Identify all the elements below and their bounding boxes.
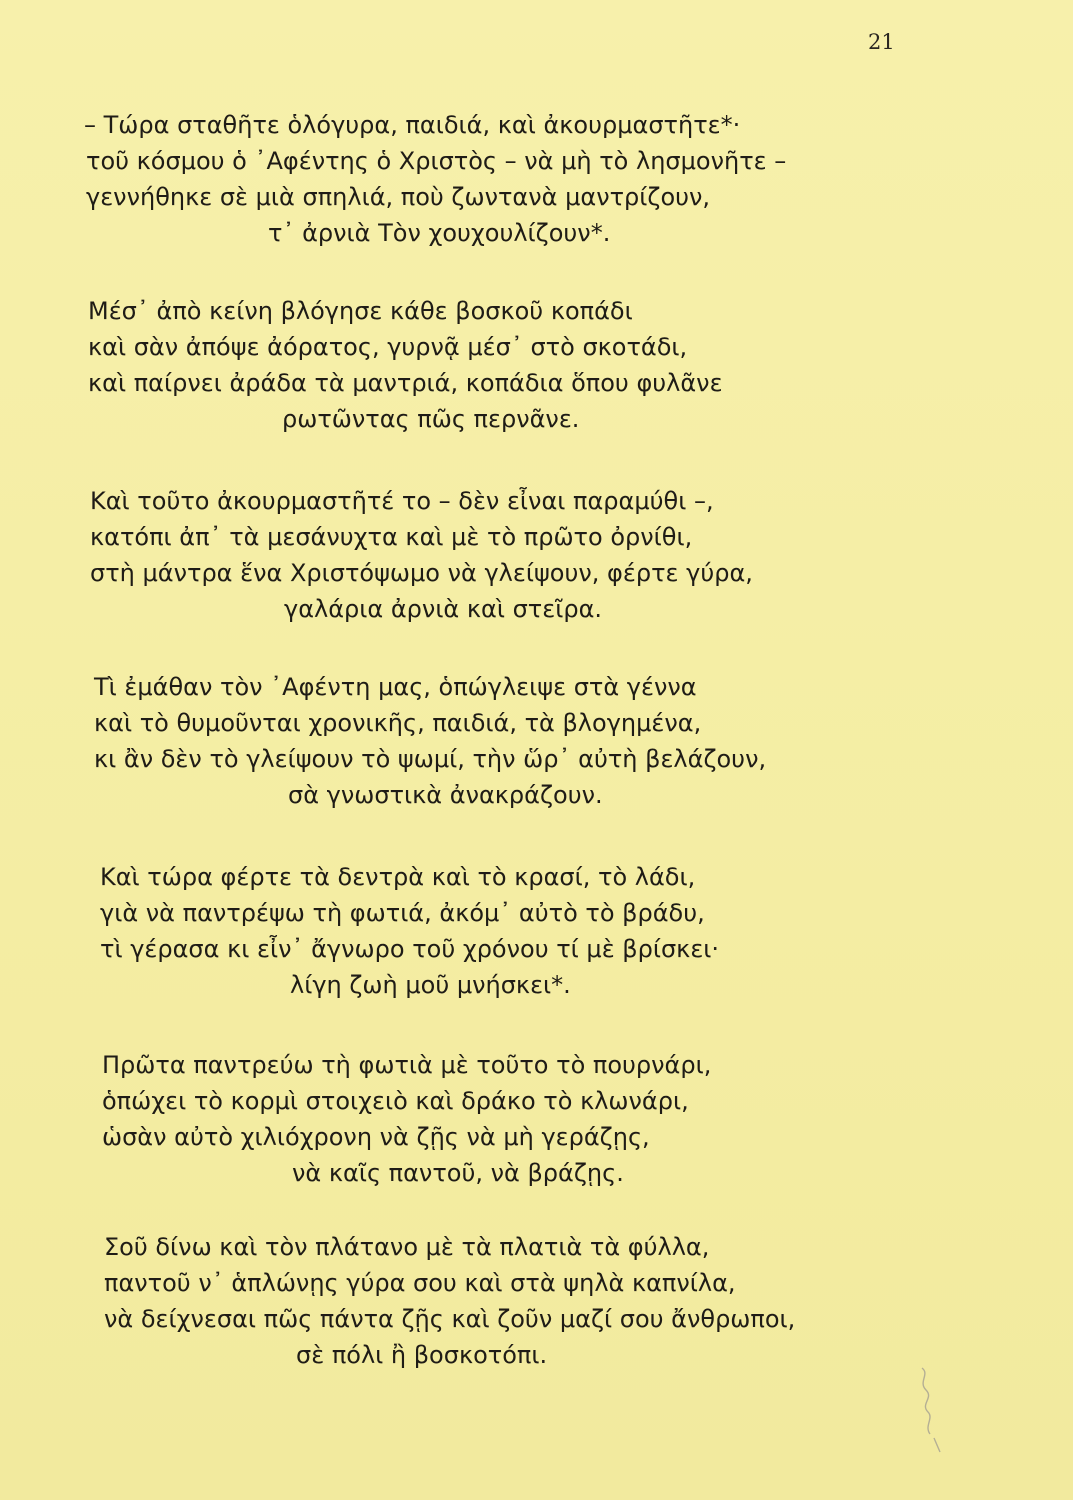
verse-line: Μέσ᾿ ἀπὸ κείνη βλόγησε κάθε βοσκοῦ κοπάδι: [88, 297, 633, 325]
verse-line: λίγη ζωὴ μοῦ μνήσκει*.: [290, 971, 571, 999]
verse-line: τὶ γέρασα κι εἶν᾿ ἄγνωρο τοῦ χρόνου τί μὲ βρίσκει·: [100, 935, 720, 963]
verse-line: Καὶ τώρα φέρτε τὰ δεντρὰ καὶ τὸ κρασί, τὸ λάδι,: [100, 863, 696, 891]
verse-line: Τὶ ἐμάθαν τὸν ᾿Αφέντη μας, ὁπώγλειψε στὰ γέννα: [94, 673, 697, 701]
verse-line: σὰ γνωστικὰ ἀνακράζουν.: [288, 781, 603, 809]
verse-line: κι ἂν δὲν τὸ γλείψουν τὸ ψωμί, τὴν ὥρ᾿ αὐτὴ βελάζουν,: [94, 745, 767, 773]
verse-line: καὶ σὰν ἀπόψε ἀόρατος, γυρνᾷ μέσ᾿ στὸ σκοτάδι,: [88, 333, 688, 361]
verse-line: ὡσὰν αὐτὸ χιλιόχρονη νὰ ζῇς νὰ μὴ γεράζῃς,: [102, 1123, 650, 1151]
verse-line: γαλάρια ἀρνιὰ καὶ στεῖρα.: [284, 595, 603, 623]
verse-line: καὶ παίρνει ἀράδα τὰ μαντριά, κοπάδια ὅπου φυλᾶνε: [88, 369, 723, 397]
verse-line: νὰ δείχνεσαι πῶς πάντα ζῇς καὶ ζοῦν μαζί σου ἄνθρωποι,: [104, 1305, 796, 1333]
verse-line: ρωτῶντας πῶς περνᾶνε.: [282, 405, 580, 433]
verse-line: τοῦ κόσμου ὁ ᾿Αφέντης ὁ Χριστὸς – νὰ μὴ τὸ λησμονῆτε –: [86, 147, 787, 175]
verse-line: στὴ μάντρα ἕνα Χριστόψωμο νὰ γλείψουν, φέρτε γύρα,: [90, 559, 753, 587]
verse-line: νὰ καῖς παντοῦ, νὰ βράζῃς.: [292, 1159, 624, 1187]
verse-line: παντοῦ ν᾿ ἁπλώνῃς γύρα σου καὶ στὰ ψηλὰ καπνίλα,: [104, 1269, 736, 1297]
verse-line: καὶ τὸ θυμοῦνται χρονικῆς, παιδιά, τὰ βλογημένα,: [94, 709, 702, 737]
page-number: 21: [868, 30, 895, 54]
verse-line: σὲ πόλι ἢ βοσκοτόπι.: [296, 1341, 548, 1369]
verse-line: κατόπι ἀπ᾿ τὰ μεσάνυχτα καὶ μὲ τὸ πρῶτο ὀρνίθι,: [90, 523, 693, 551]
verse-line: γεννήθηκε σὲ μιὰ σπηλιά, ποὺ ζωντανὰ μαντρίζουν,: [86, 183, 711, 211]
verse-line: – Τώρα σταθῆτε ὁλόγυρα, παιδιά, καὶ ἀκουρμαστῆτε*·: [84, 111, 741, 139]
verse-line: Σοῦ δίνω καὶ τὸν πλάτανο μὲ τὰ πλατιὰ τὰ φύλλα,: [104, 1233, 710, 1261]
verse-line: Πρῶτα παντρεύω τὴ φωτιὰ μὲ τοῦτο τὸ πουρνάρι,: [102, 1051, 712, 1079]
verse-line: ὁπώχει τὸ κορμὶ στοιχειὸ καὶ δράκο τὸ κλωνάρι,: [102, 1087, 689, 1115]
verse-line: τ᾿ ἀρνιὰ Τὸν χουχουλίζουν*.: [268, 219, 611, 247]
pencil-mark-icon: [910, 1360, 950, 1460]
verse-line: γιὰ νὰ παντρέψω τὴ φωτιά, ἀκόμ᾿ αὐτὸ τὸ βράδυ,: [100, 899, 705, 927]
verse-line: Καὶ τοῦτο ἀκουρμαστῆτέ το – δὲν εἶναι παραμύθι –,: [90, 487, 714, 515]
